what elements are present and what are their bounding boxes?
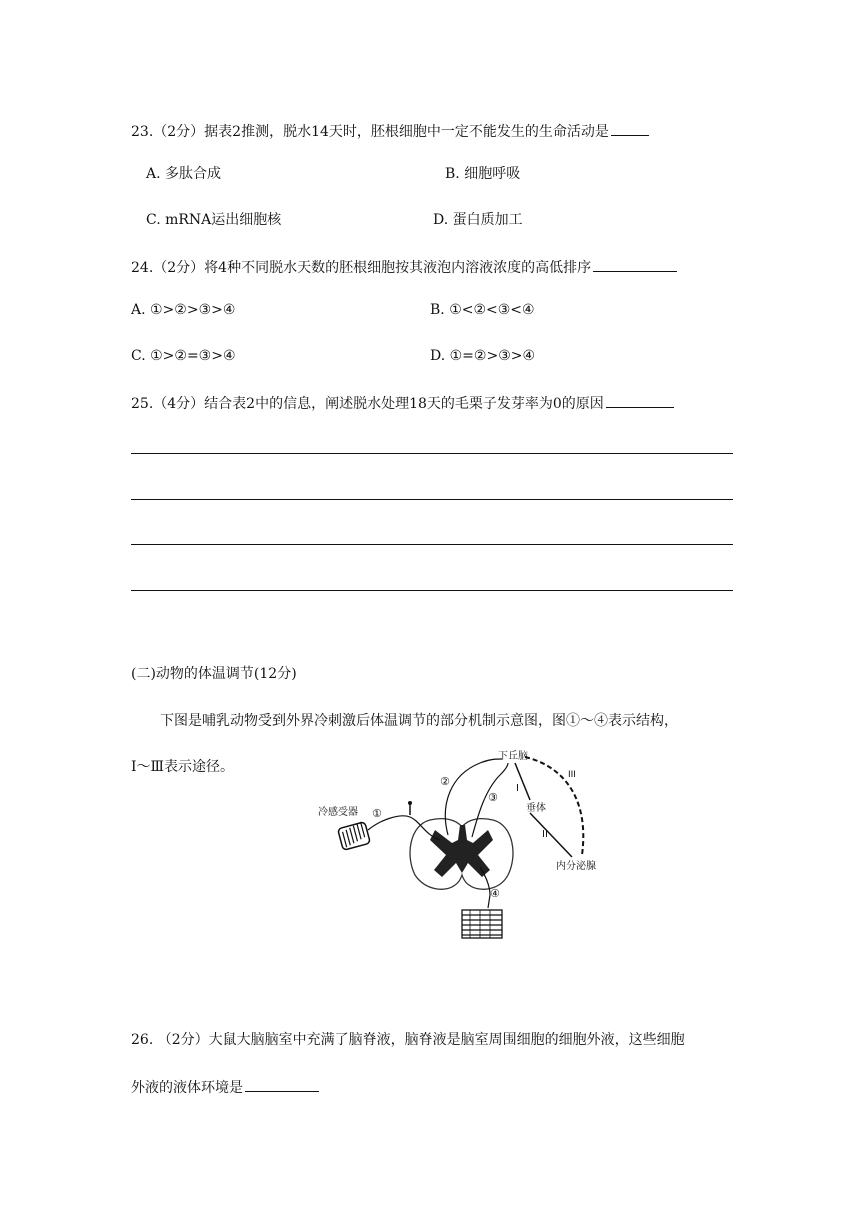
label-path-III: III bbox=[568, 770, 576, 780]
q23-option-d[interactable]: D. 蛋白质加工 bbox=[433, 212, 523, 228]
q23-option-b[interactable]: B. 细胞呼吸 bbox=[445, 166, 521, 182]
label-path-I: I bbox=[516, 783, 519, 794]
q23-answer-blank[interactable] bbox=[611, 121, 649, 136]
label-cold-receptor: 冷感受器 bbox=[318, 807, 358, 818]
q23-option-c[interactable]: C. mRNA运出细胞核 bbox=[146, 212, 282, 228]
q24-option-b[interactable]: B. ①<②<③<④ bbox=[430, 302, 535, 318]
q26-line1: 26. （2分）大鼠大脑脑室中充满了脑脊液，脑脊液是脑室周围细胞的细胞外液，这些细胞 bbox=[131, 1032, 685, 1048]
section-intro-line2: Ⅰ～Ⅲ表示途径。 bbox=[131, 759, 235, 775]
label-3: ③ bbox=[488, 791, 498, 804]
muscle-icon bbox=[462, 910, 502, 938]
q23-option-a[interactable]: A. 多肽合成 bbox=[146, 166, 222, 182]
answer-line-2[interactable] bbox=[131, 499, 733, 500]
section-intro-line1: 下图是哺乳动物受到外界冷刺激后体温调节的部分机制示意图，图①～④表示结构， bbox=[160, 713, 678, 729]
label-path-II: II bbox=[542, 829, 548, 840]
q24-option-d[interactable]: D. ①=②>③>④ bbox=[430, 348, 536, 364]
q24-option-c[interactable]: C. ①>②=③>④ bbox=[131, 348, 236, 364]
q26-answer-blank[interactable] bbox=[245, 1077, 319, 1092]
q24-option-a[interactable]: A. ①>②>③>④ bbox=[131, 302, 236, 318]
pathway-I bbox=[515, 763, 530, 800]
pathway-II bbox=[530, 813, 572, 857]
label-2: ② bbox=[440, 775, 450, 788]
thermoregulation-diagram bbox=[310, 745, 610, 945]
section-title: (二)动物的体温调节(12分) bbox=[131, 666, 297, 682]
label-1: ① bbox=[372, 807, 382, 820]
label-pituitary: 垂体 bbox=[526, 803, 546, 814]
q26-line2-text: 外液的液体环境是 bbox=[131, 1080, 243, 1096]
q25-stem bbox=[131, 393, 674, 413]
q25-answer-blank[interactable] bbox=[606, 393, 674, 408]
q24-answer-blank[interactable] bbox=[593, 257, 677, 272]
label-endocrine: 内分泌腺 bbox=[556, 861, 596, 872]
answer-line-4[interactable] bbox=[131, 590, 733, 591]
cold-receptor-icon bbox=[338, 822, 371, 850]
label-hypothalamus: 下丘脑 bbox=[498, 751, 528, 762]
label-4: ④ bbox=[490, 887, 500, 900]
q23-stem-text: 23.（2分）据表2推测，脱水14天时，胚根细胞中一定不能发生的生命活动是 bbox=[131, 124, 609, 140]
q23-stem bbox=[131, 121, 649, 141]
answer-line-1[interactable] bbox=[131, 453, 733, 454]
answer-line-3[interactable] bbox=[131, 544, 733, 545]
q24-stem-text: 24.（2分）将4种不同脱水天数的胚根细胞按其液泡内溶液浓度的高低排序 bbox=[131, 260, 592, 276]
q24-stem bbox=[131, 257, 677, 277]
q26-line2 bbox=[131, 1077, 319, 1097]
q25-stem-text: 25.（4分）结合表2中的信息，阐述脱水处理18天的毛栗子发芽率为0的原因 bbox=[131, 396, 604, 412]
